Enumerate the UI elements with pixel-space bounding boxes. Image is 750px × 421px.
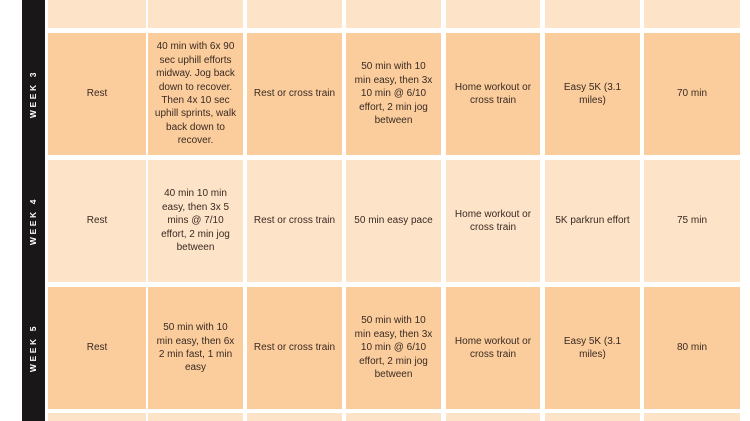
week-label-row-3 [22, 287, 45, 409]
cell-monday: Rest [48, 160, 146, 282]
cell-sunday: 70 min [644, 33, 740, 155]
cell-saturday: Easy 5K (3.1 miles) [545, 287, 640, 409]
week-label-text: WEEK 4 [28, 196, 39, 246]
week-label-row-0 [22, 0, 45, 28]
cell-friday: Home workout or cross train [446, 287, 540, 409]
cell-saturday: 5K parkrun effort [545, 160, 640, 282]
cell-wednesday [247, 0, 342, 28]
week-label-row-4 [22, 413, 45, 421]
week-label-text: WEEK 5 [28, 323, 39, 373]
cell-tuesday [148, 413, 243, 421]
cell-tuesday: 50 min with 10 min easy, then 6x 2 min fast, 1 min easy [148, 287, 243, 409]
cell-wednesday [247, 413, 342, 421]
cell-thursday [346, 413, 441, 421]
cell-tuesday: 40 min 10 min easy, then 3x 5 mins @ 7/10 effort, 2 min jog between [148, 160, 243, 282]
cell-monday: Rest [48, 287, 146, 409]
cell-saturday [545, 0, 640, 28]
cell-saturday: Easy 5K (3.1 miles) [545, 33, 640, 155]
cell-friday [446, 413, 540, 421]
cell-wednesday: Rest or cross train [247, 160, 342, 282]
week-label-row-2 [22, 160, 45, 282]
cell-sunday: 75 min [644, 160, 740, 282]
cell-monday [48, 413, 146, 421]
cell-sunday [644, 0, 740, 28]
cell-friday: Home workout or cross train [446, 33, 540, 155]
cell-sunday [644, 413, 740, 421]
cell-saturday [545, 413, 640, 421]
cell-thursday: 50 min easy pace [346, 160, 441, 282]
cell-thursday: 50 min with 10 min easy, then 3x 10 min @ 6/10 effort, 2 min jog between [346, 287, 441, 409]
cell-tuesday [148, 0, 243, 28]
cell-wednesday: Rest or cross train [247, 287, 342, 409]
week-label-text: WEEK 3 [28, 69, 39, 119]
cell-wednesday: Rest or cross train [247, 33, 342, 155]
cell-friday [446, 0, 540, 28]
cell-friday: Home workout or cross train [446, 160, 540, 282]
cell-sunday: 80 min [644, 287, 740, 409]
cell-thursday: 50 min with 10 min easy, then 3x 10 min @ 6/10 effort, 2 min jog between [346, 33, 441, 155]
cell-monday: Rest [48, 33, 146, 155]
cell-thursday [346, 0, 441, 28]
cell-tuesday: 40 min with 6x 90 sec uphill efforts midway. Jog back down to recover. Then 4x 10 sec uphill sprints, walk back down to recover. [148, 33, 243, 155]
week-label-row-1 [22, 33, 45, 155]
cell-monday [48, 0, 146, 28]
